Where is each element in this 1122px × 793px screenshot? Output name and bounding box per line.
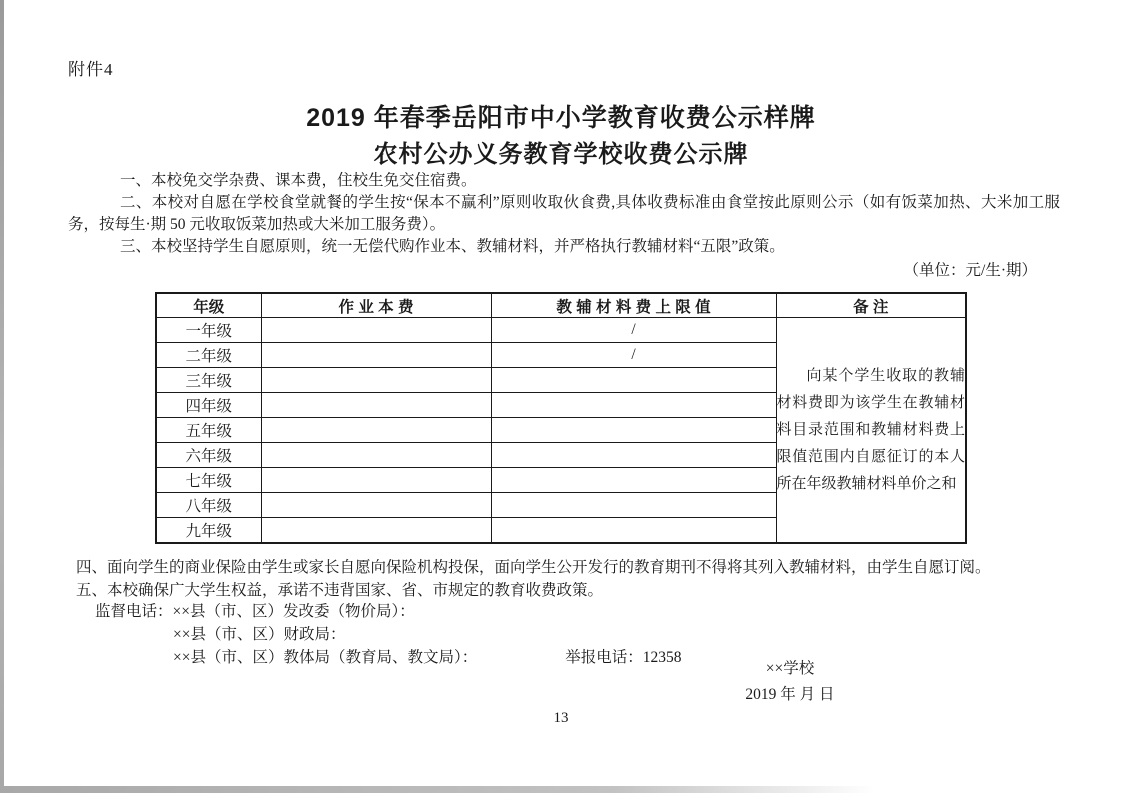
grade-cell: 七年级 — [156, 468, 261, 493]
page-number: 13 — [553, 710, 569, 726]
workbook-fee-cell — [261, 368, 491, 393]
material-cap-cell — [491, 393, 776, 418]
date-line: 2019 年 月 日 — [745, 686, 835, 703]
grade-cell: 一年级 — [156, 318, 261, 343]
paragraph-1: 一、本校免交学杂费、课本费，住校生免交住宿费。 — [120, 172, 477, 189]
signature-block — [700, 656, 880, 708]
body-paragraphs — [68, 170, 1060, 258]
supervision-line-2: ××县（市、区）财政局： — [173, 626, 346, 643]
workbook-fee-cell — [261, 393, 491, 418]
header-remark: 备 注 — [776, 293, 966, 318]
workbook-fee-cell — [261, 418, 491, 443]
paragraph-3: 三、本校坚持学生自愿原则，统一无偿代购作业本、教辅材料，并严格执行教辅材料“五限”政策。 — [120, 238, 785, 255]
workbook-fee-cell — [261, 468, 491, 493]
grade-cell: 八年级 — [156, 493, 261, 518]
header-grade: 年级 — [156, 293, 261, 318]
workbook-fee-cell — [261, 493, 491, 518]
material-cap-cell — [491, 418, 776, 443]
material-cap-cell — [491, 468, 776, 493]
table-header-row — [156, 293, 966, 318]
school-signature: ××学校 — [765, 660, 815, 677]
grade-cell: 二年级 — [156, 343, 261, 368]
remark-text: 向某个学生收取的教辅材料费即为该学生在教辅材料目录范围和教辅材料费上限值范围内自愿征订的本人所在年级教辅材料单价之和 — [776, 367, 965, 492]
document-title-line1: 2019 年春季岳阳市中小学教育收费公示样牌 — [306, 104, 816, 132]
workbook-fee-cell — [261, 343, 491, 368]
workbook-fee-cell — [261, 318, 491, 343]
header-workbook-fee: 作 业 本 费 — [261, 293, 491, 318]
material-cap-cell — [491, 518, 776, 544]
grade-cell: 九年级 — [156, 518, 261, 544]
workbook-fee-cell — [261, 518, 491, 544]
grade-cell: 四年级 — [156, 393, 261, 418]
material-cap-cell — [491, 443, 776, 468]
document-title-line2: 农村公办义务教育学校收费公示牌 — [373, 141, 749, 168]
grade-cell: 五年级 — [156, 418, 261, 443]
bottom-paragraphs — [76, 556, 1064, 602]
scan-edge-bottom — [0, 786, 875, 793]
material-cap-cell: / — [491, 318, 776, 343]
material-cap-cell: / — [491, 343, 776, 368]
material-cap-cell — [491, 493, 776, 518]
report-phone: 举报电话：12358 — [565, 649, 682, 666]
paragraph-5: 五、本校确保广大学生权益，承诺不违背国家、省、市规定的教育收费政策。 — [76, 582, 604, 599]
remark-cell — [776, 318, 966, 544]
attachment-label: 附件4 — [68, 60, 114, 79]
workbook-fee-cell — [261, 443, 491, 468]
table-row — [156, 318, 966, 343]
supervision-line-3-text: ××县（市、区）教体局（教育局、教文局）： — [173, 649, 478, 666]
header-material-cap: 教 辅 材 料 费 上 限 值 — [491, 293, 776, 318]
paragraph-4: 四、面向学生的商业保险由学生或家长自愿向保险机构投保，面向学生公开发行的教育期刊不得将其列入教辅材料，由学生自愿订阅。 — [76, 559, 991, 576]
supervision-phones — [95, 600, 682, 669]
grade-cell: 六年级 — [156, 443, 261, 468]
material-cap-cell — [491, 368, 776, 393]
supervision-line-3 — [173, 646, 682, 669]
paragraph-2: 二、本校对自愿在学校食堂就餐的学生按“保本不赢利”原则收取伙食费,具体收费标准由食堂按此原则公示（如有饭菜加热、大米加工服务，按每生·期 50 元收取饭菜加热或大米加工服务费）。 — [68, 194, 1060, 233]
unit-note: （单位：元/生·期） — [903, 262, 1037, 279]
grade-cell: 三年级 — [156, 368, 261, 393]
fee-table — [155, 292, 967, 544]
supervision-line-1: 监督电话：××县（市、区）发改委（物价局）： — [95, 603, 415, 620]
